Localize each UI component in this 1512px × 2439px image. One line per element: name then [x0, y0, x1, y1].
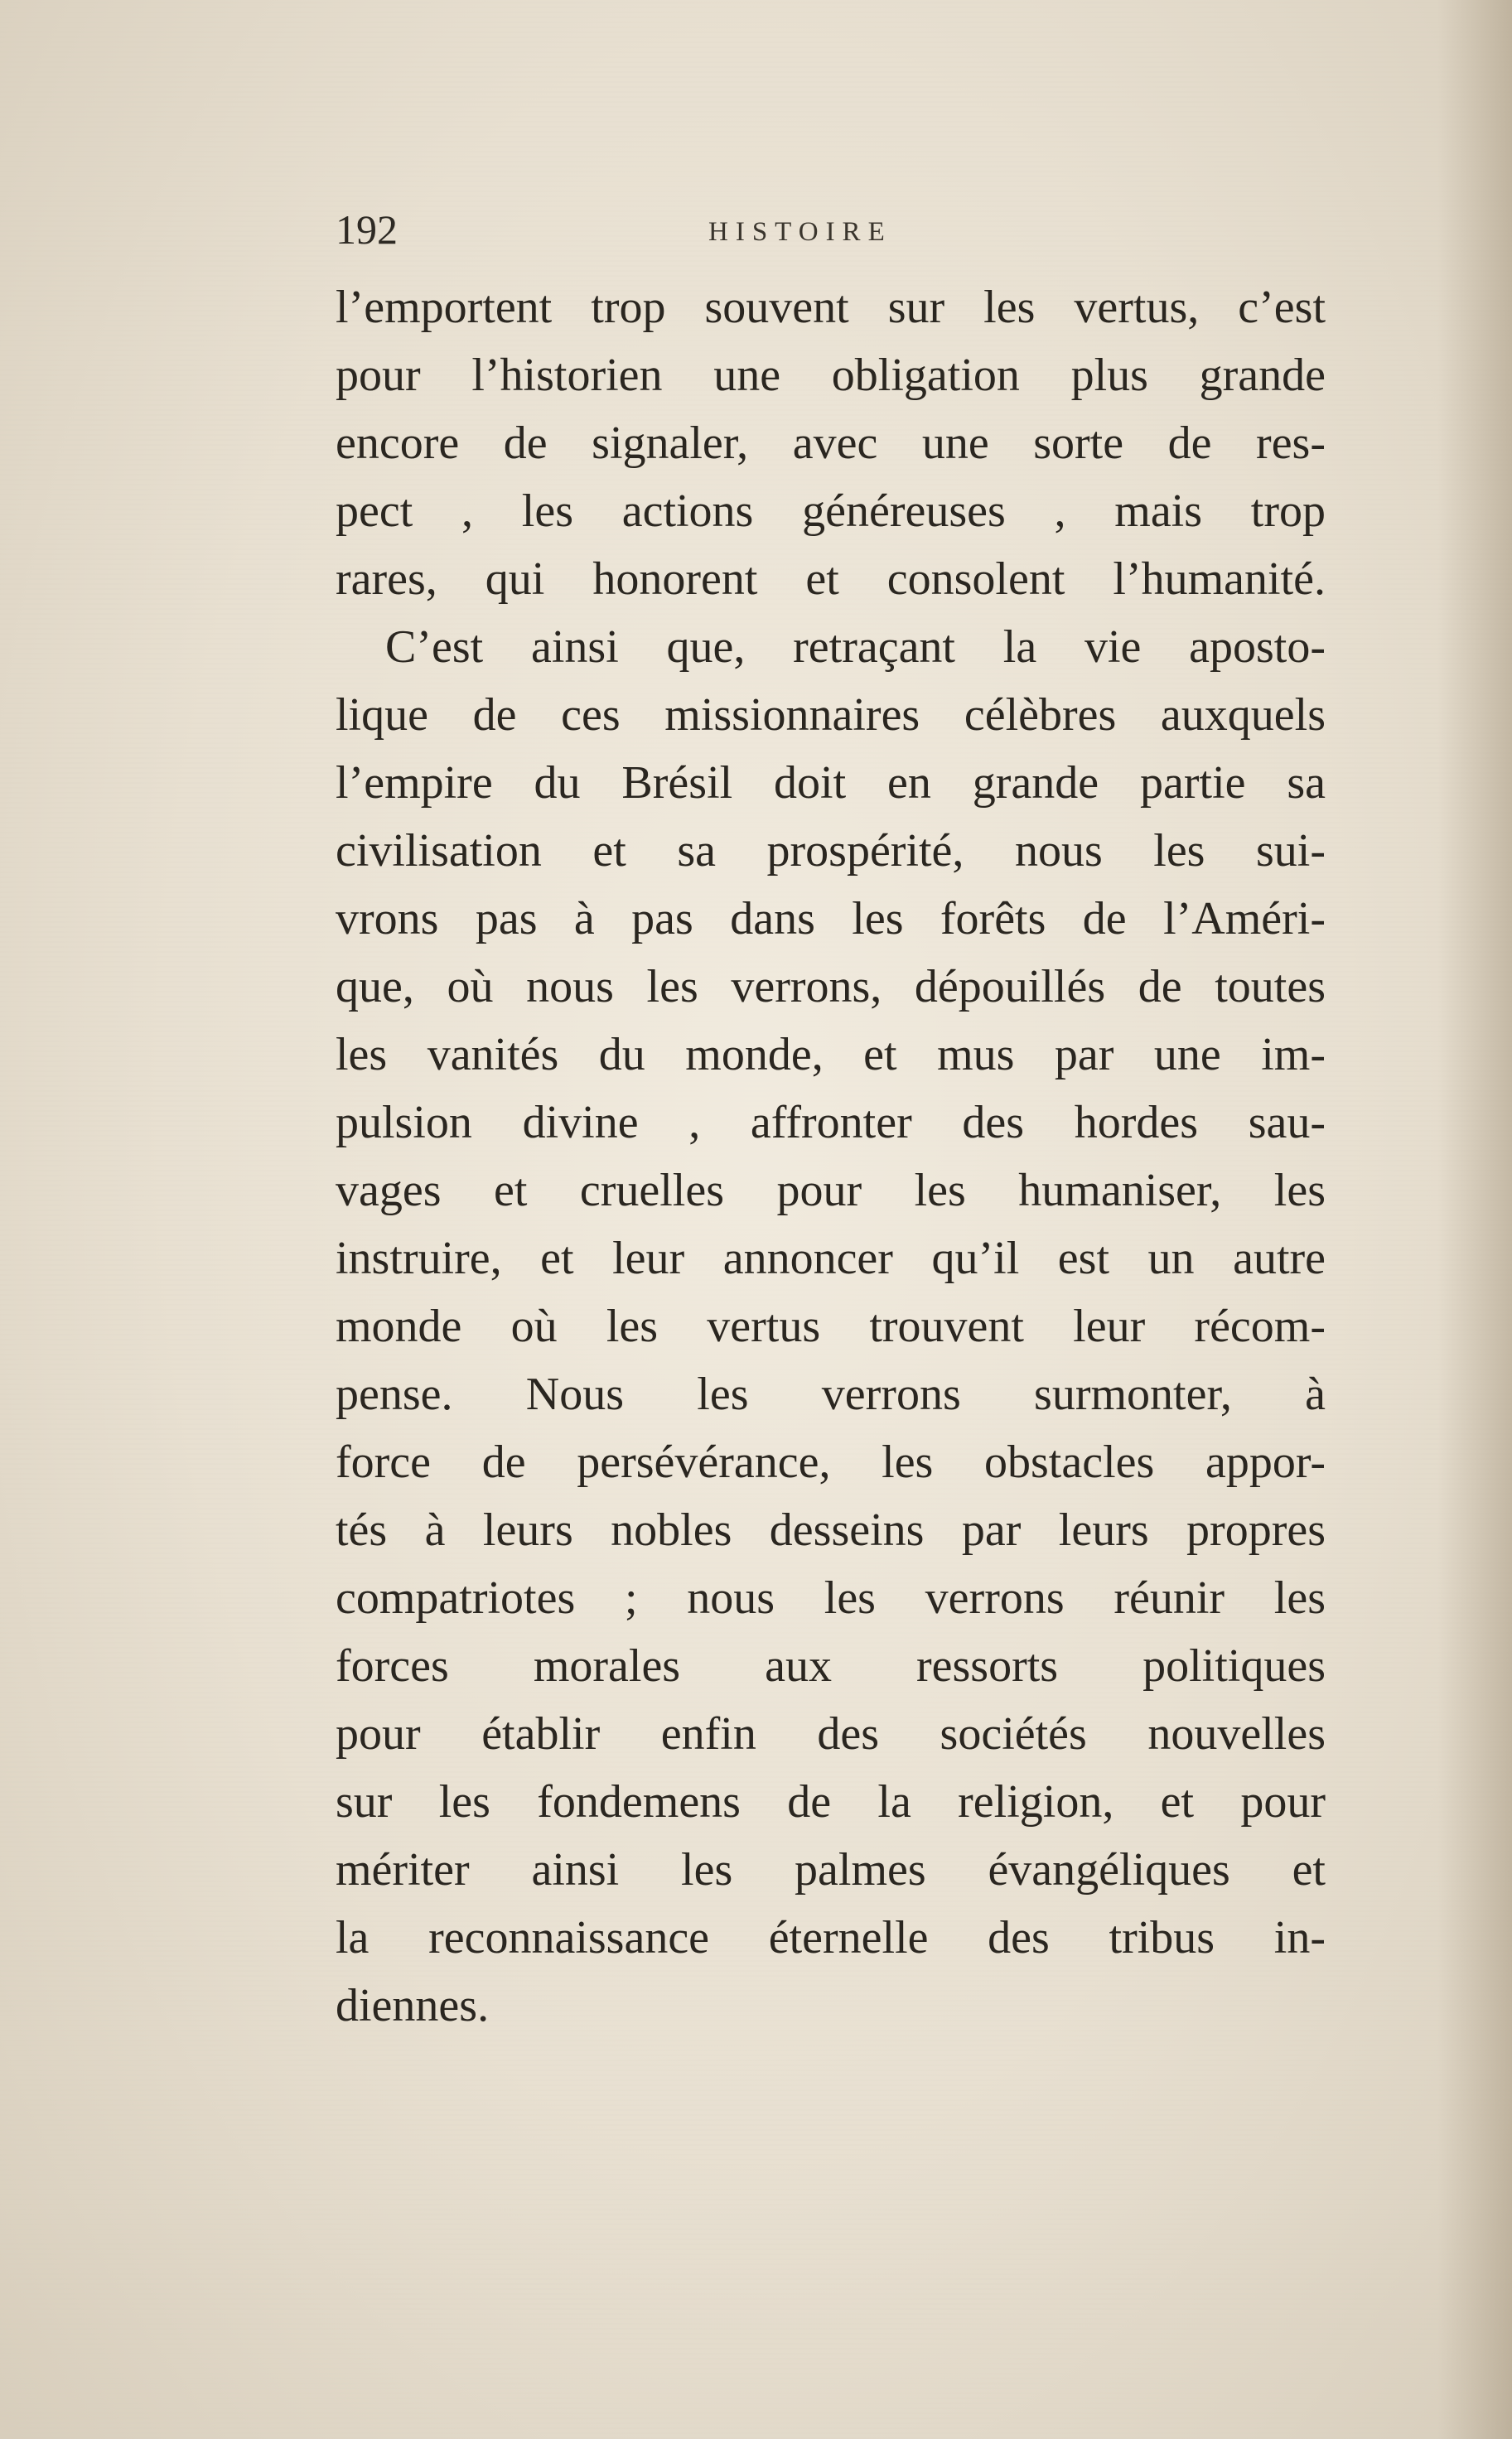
text-line: vrons pas à pas dans les forêts de l’Améri- — [336, 893, 1326, 944]
text-line: pulsion divine , affronter des hordes sau- — [336, 1097, 1326, 1148]
text-line: compatriotes ; nous les verrons réunir les — [336, 1572, 1326, 1624]
text-line: pour établir enfin des sociétés nouvelles — [336, 1708, 1326, 1760]
text-line: l’empire du Brésil doit en grande partie sa — [336, 757, 1326, 809]
text-line: l’emportent trop souvent sur les vertus, c’est — [336, 282, 1326, 333]
text-line: vages et cruelles pour les humaniser, les — [336, 1165, 1326, 1216]
text-line: monde où les vertus trouvent leur récom- — [336, 1301, 1326, 1352]
text-line: force de persévérance, les obstacles appor- — [336, 1437, 1326, 1488]
text-line-last: diennes. — [336, 1980, 490, 2031]
text-line: pense. Nous les verrons surmonter, à — [336, 1369, 1326, 1420]
text-line: sur les fondemens de la religion, et pour — [336, 1776, 1326, 1828]
text-line: forces morales aux ressorts politiques — [336, 1640, 1326, 1692]
text-line: pour l’historien une obligation plus grande — [336, 350, 1326, 401]
text-line: civilisation et sa prospérité, nous les sui- — [336, 825, 1326, 877]
page-header — [336, 205, 1338, 263]
text-line: lique de ces missionnaires célèbres auxquels — [336, 689, 1326, 741]
text-line: la reconnaissance éternelle des tribus in- — [336, 1912, 1326, 1963]
text-line: les vanités du monde, et mus par une im- — [336, 1029, 1326, 1080]
text-line: pect , les actions généreuses , mais trop — [336, 485, 1326, 537]
text-line: instruire, et leur annoncer qu’il est un autre — [336, 1233, 1326, 1284]
text-line: tés à leurs nobles desseins par leurs propres — [336, 1504, 1326, 1556]
text-line: que, où nous les verrons, dépouillés de toutes — [336, 961, 1326, 1012]
text-line: mériter ainsi les palmes évangéliques et — [336, 1844, 1326, 1896]
page-number: 192 — [336, 206, 398, 253]
running-head: HISTOIRE — [708, 217, 892, 247]
text-line: rares, qui honorent et consolent l’humanité. — [336, 553, 1326, 605]
body-text — [336, 273, 1326, 2040]
text-line-paragraph-start: C’est ainsi que, retraçant la vie aposto- — [385, 621, 1326, 673]
text-line: encore de signaler, avec une sorte de res- — [336, 418, 1326, 469]
page-edge-shadow — [1437, 0, 1512, 2439]
